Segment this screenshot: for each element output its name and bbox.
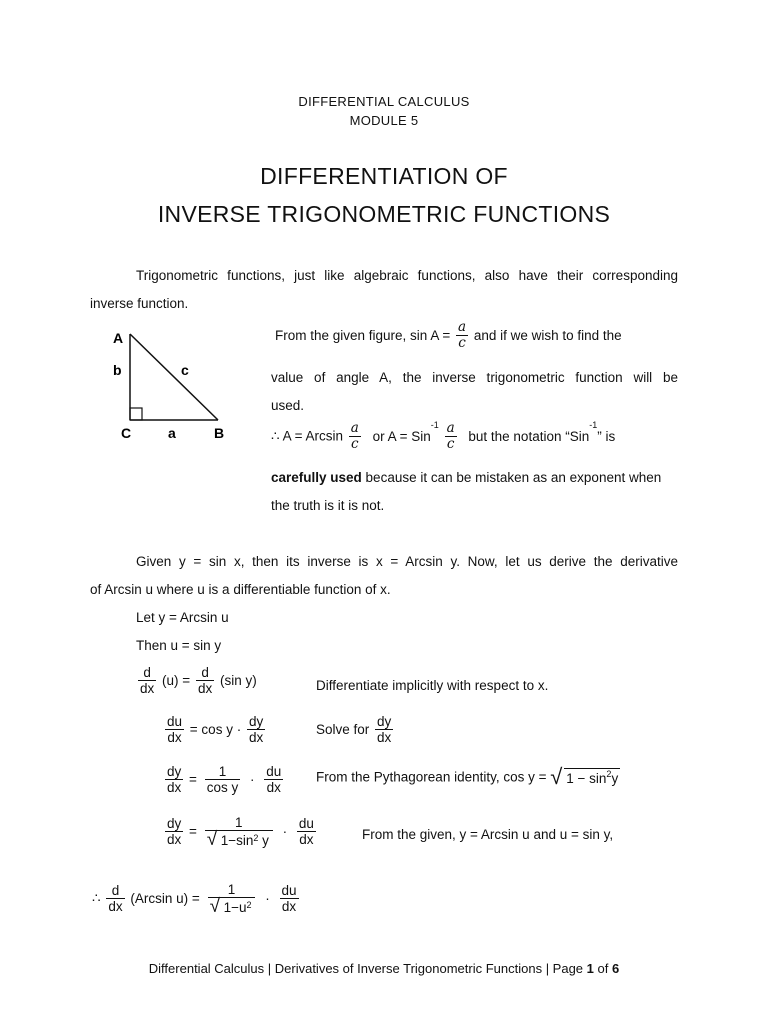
frac-d-dx-final: $\frac{d}{dx}$ bbox=[108, 883, 123, 914]
caution-line2: the truth is it is not. bbox=[271, 498, 385, 513]
dot-operator-3: · bbox=[265, 891, 270, 906]
caution-line bbox=[271, 470, 661, 485]
step1-lhs: (u) = bbox=[162, 673, 191, 688]
intro-paragraph bbox=[90, 262, 678, 318]
vertex-label-c: C bbox=[121, 425, 132, 441]
frac-dy-dx-3: $\frac{dy}{dx}$ bbox=[167, 764, 182, 795]
step3-note bbox=[316, 764, 620, 789]
frac-dy-dx-note: $\frac{dy}{dx}$ bbox=[377, 714, 392, 745]
final-equation bbox=[92, 882, 301, 915]
equals-sign: = bbox=[189, 772, 197, 787]
step1-note: Differentiate implicitly with respect to x. bbox=[316, 678, 549, 693]
figure-explanation-text-a: From the given figure, sin A = bbox=[275, 328, 451, 343]
figure-explanation-text-b: and if we wish to find the bbox=[473, 328, 622, 343]
dot-operator-2: · bbox=[282, 824, 288, 839]
fraction-denominator: c bbox=[351, 436, 359, 452]
frac-dy-dx-4: $\frac{dy}{dx}$ bbox=[167, 816, 182, 847]
frac-1-over-sqrt-sin: 1 √ $1-\sin^2$ y bbox=[205, 815, 273, 848]
notation-line bbox=[271, 421, 678, 452]
step-then: Then u = sin y bbox=[136, 638, 222, 653]
given-line2: of Arcsin u where u is a differentiable function of x. bbox=[90, 582, 391, 597]
caution-emphasis: carefully used bbox=[271, 470, 362, 485]
equation-step1 bbox=[136, 665, 257, 696]
notation-arcsin-text: ∴ A = Arcsin bbox=[271, 428, 344, 444]
equals-sign-2: = bbox=[189, 824, 197, 839]
notation-sin-text: or A = Sin bbox=[372, 429, 431, 444]
course-title: DIFFERENTIAL CALCULUS bbox=[298, 94, 470, 109]
equation-step3 bbox=[163, 764, 285, 795]
final-lhs: (Arcsin u) = bbox=[130, 891, 200, 906]
footer-page-total: 6 bbox=[611, 961, 620, 976]
equation-step2 bbox=[163, 714, 267, 745]
module-label: MODULE 5 bbox=[349, 113, 419, 128]
intro-line1: Trigonometric functions, just like algebraic functions, also have their corresponding bbox=[136, 268, 678, 283]
frac-du-dx: $\frac{du}{dx}$ bbox=[167, 714, 183, 745]
frac-du-dx-final: $\frac{du}{dx}$ bbox=[281, 883, 297, 914]
fraction-a-over-c-3 bbox=[445, 421, 457, 452]
therefore-symbol: ∴ bbox=[92, 890, 101, 906]
fraction-a-over-c-2 bbox=[349, 421, 361, 452]
page-title-line2: INVERSE TRIGONOMETRIC FUNCTIONS bbox=[157, 201, 611, 227]
side-label-b: b bbox=[113, 362, 122, 378]
page-title-line1: DIFFERENTIATION OF bbox=[260, 163, 508, 189]
fraction-denominator: c bbox=[446, 436, 455, 452]
dot-operator: · bbox=[249, 772, 255, 787]
fraction-numerator: a bbox=[446, 420, 455, 436]
side-c-line bbox=[130, 334, 218, 420]
right-angle-marker bbox=[130, 408, 142, 420]
intro-line2: inverse function. bbox=[90, 296, 189, 311]
frac-dy-dx: $\frac{dy}{dx}$ bbox=[248, 714, 264, 745]
caution-text: because it can be mistaken as an exponent when bbox=[361, 470, 662, 485]
step2-note bbox=[316, 714, 395, 745]
given-paragraph bbox=[90, 548, 678, 604]
step4-note: From the given, y = Arcsin u and u = sin y, bbox=[362, 827, 614, 842]
footer-of: of bbox=[593, 961, 612, 976]
notation-warning-text: but the notation “Sin bbox=[468, 429, 590, 444]
step-let: Let y = Arcsin u bbox=[136, 610, 229, 625]
right-triangle-figure bbox=[108, 326, 238, 446]
side-label-c: c bbox=[181, 362, 189, 378]
step3-note-text: From the Pythagorean identity, cos y = bbox=[316, 769, 547, 785]
superscript-minus-one-2: -1 bbox=[589, 419, 598, 430]
side-label-a: a bbox=[168, 425, 176, 441]
given-line1: Given y = sin x, then its inverse is x = Arcsin y. Now, let us derive the derivative bbox=[136, 554, 678, 569]
superscript-minus-one: -1 bbox=[430, 419, 439, 430]
vertex-label-a: A bbox=[113, 330, 124, 346]
frac-d-dx-2: $\frac{d}{dx}$ bbox=[197, 665, 213, 696]
equation-step4 bbox=[163, 815, 318, 848]
step2-note-text: Solve for bbox=[316, 722, 370, 737]
footer-text: Differential Calculus | Derivatives of Inverse Trigonometric Functions | Page bbox=[148, 961, 587, 976]
fraction-a-over-c bbox=[456, 320, 468, 351]
fraction-numerator: a bbox=[350, 420, 359, 436]
notation-warning-text-end: ” is bbox=[597, 429, 616, 444]
figure-explanation-text-c: value of angle A, the inverse trigonometric function will be bbox=[271, 370, 678, 385]
fraction-denominator: c bbox=[458, 335, 466, 351]
step2-mid: = cos y · bbox=[189, 722, 242, 737]
sqrt-one-minus-sin2y: √ $1 - \sin^2y$ bbox=[550, 764, 619, 789]
fraction-numerator: a bbox=[457, 319, 467, 335]
page-footer bbox=[0, 961, 768, 976]
frac-du-dx-4: $\frac{du}{dx}$ bbox=[298, 816, 314, 847]
step1-rhs: (sin y) bbox=[219, 673, 257, 688]
frac-1-over-cosy: $\frac{1}{\text{cos y}}$ bbox=[206, 764, 239, 795]
footer-page-number: 1 bbox=[586, 961, 594, 976]
frac-d-dx: $\frac{d}{dx}$ bbox=[140, 665, 155, 696]
figure-explanation-line2 bbox=[271, 370, 678, 385]
figure-explanation-line1 bbox=[275, 320, 678, 351]
vertex-label-b: B bbox=[214, 425, 225, 441]
frac-du-dx-3: $\frac{du}{dx}$ bbox=[266, 764, 282, 795]
frac-1-over-sqrt-u2: 1 √ $1-u^2$ bbox=[208, 882, 256, 915]
figure-explanation-line3: used. bbox=[271, 398, 305, 413]
